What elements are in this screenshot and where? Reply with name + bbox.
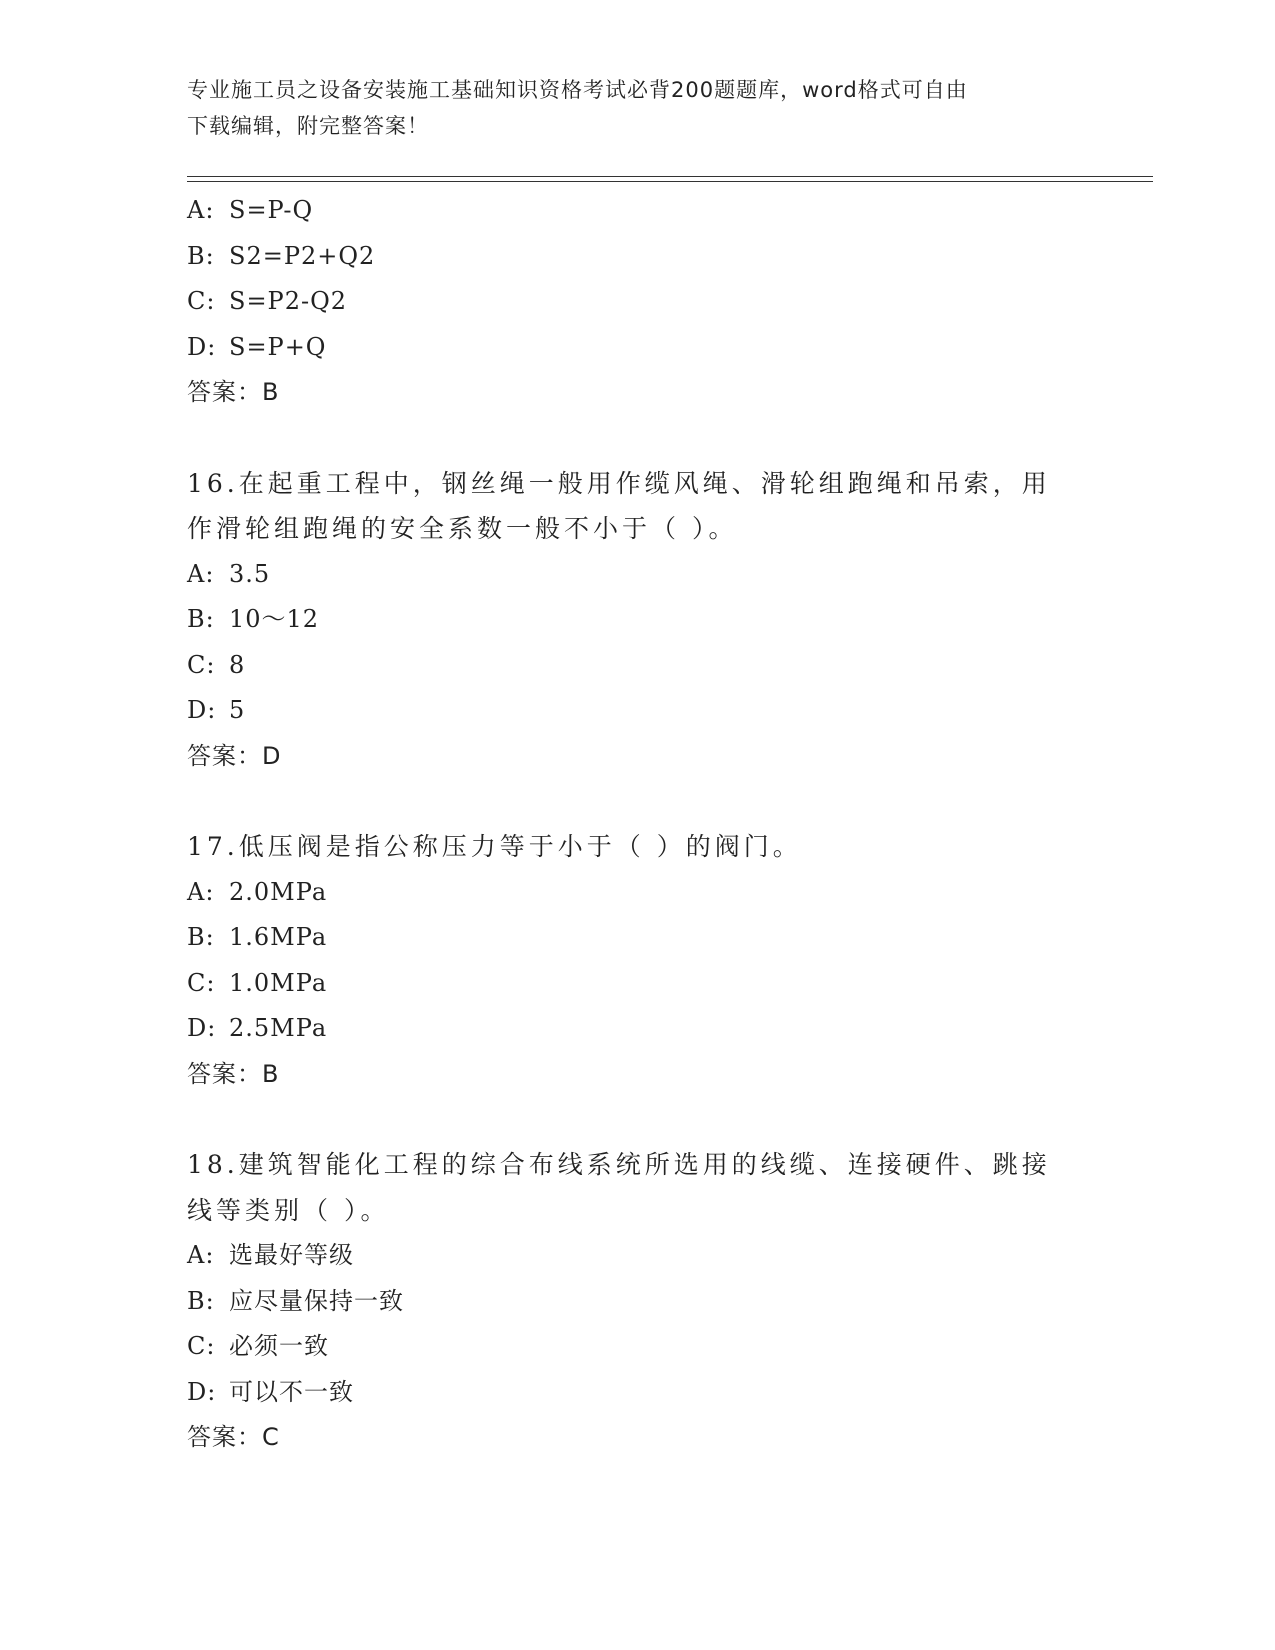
question-list [187, 188, 1087, 1461]
question-15-block [187, 188, 1087, 416]
option-c: C: 1.0MPa [187, 968, 328, 997]
option-d: D: 2.5MPa [187, 1014, 328, 1042]
option-d: D: S=P+Q [187, 332, 327, 361]
option-a: A: 3.5 [187, 559, 271, 588]
option-d: D: 可以不一致 [187, 1377, 354, 1406]
header-line-1: 专业施工员之设备安装施工基础知识资格考试必背200题题库，word格式可自由 [187, 78, 968, 102]
option-a: A: S=P-Q [187, 196, 314, 224]
question-18-text: 18.建筑智能化工程的综合布线系统所选用的线缆、连接硬件、跳接线等类别（ ）。 [187, 1150, 1051, 1225]
option-b: B: 应尽量保持一致 [187, 1286, 404, 1315]
header-line-2: 下载编辑，附完整答案！ [187, 114, 429, 138]
option-c: C: 8 [187, 650, 246, 679]
header-divider-top [187, 176, 1153, 177]
question-17-block [187, 824, 1087, 1097]
option-c: C: 必须一致 [187, 1332, 329, 1360]
answer-label: 答案：B [187, 378, 280, 406]
option-d: D: 5 [187, 696, 246, 724]
question-18-block [187, 1142, 1087, 1461]
document-header [187, 72, 1087, 144]
option-b: B: S2=P2+Q2 [187, 241, 376, 270]
answer-label: 答案：C [187, 1423, 280, 1451]
header-divider-bottom [187, 181, 1153, 182]
question-16-block [187, 461, 1087, 780]
answer-label: 答案：D [187, 741, 282, 770]
option-b: B: 1.6MPa [187, 923, 328, 951]
question-17-text: 17.低压阀是指公称压力等于小于（ ）的阀门。 [187, 832, 802, 861]
option-c: C: S=P2-Q2 [187, 287, 348, 315]
question-16-text: 16.在起重工程中，钢丝绳一般用作缆风绳、滑轮组跑绳和吊索，用作滑轮组跑绳的安全系数一般不小于（ ）。 [187, 468, 1051, 543]
option-a: A: 选最好等级 [187, 1241, 354, 1269]
answer-label: 答案：B [187, 1059, 280, 1088]
option-b: B: 10～12 [187, 605, 320, 633]
option-a: A: 2.0MPa [187, 877, 328, 906]
